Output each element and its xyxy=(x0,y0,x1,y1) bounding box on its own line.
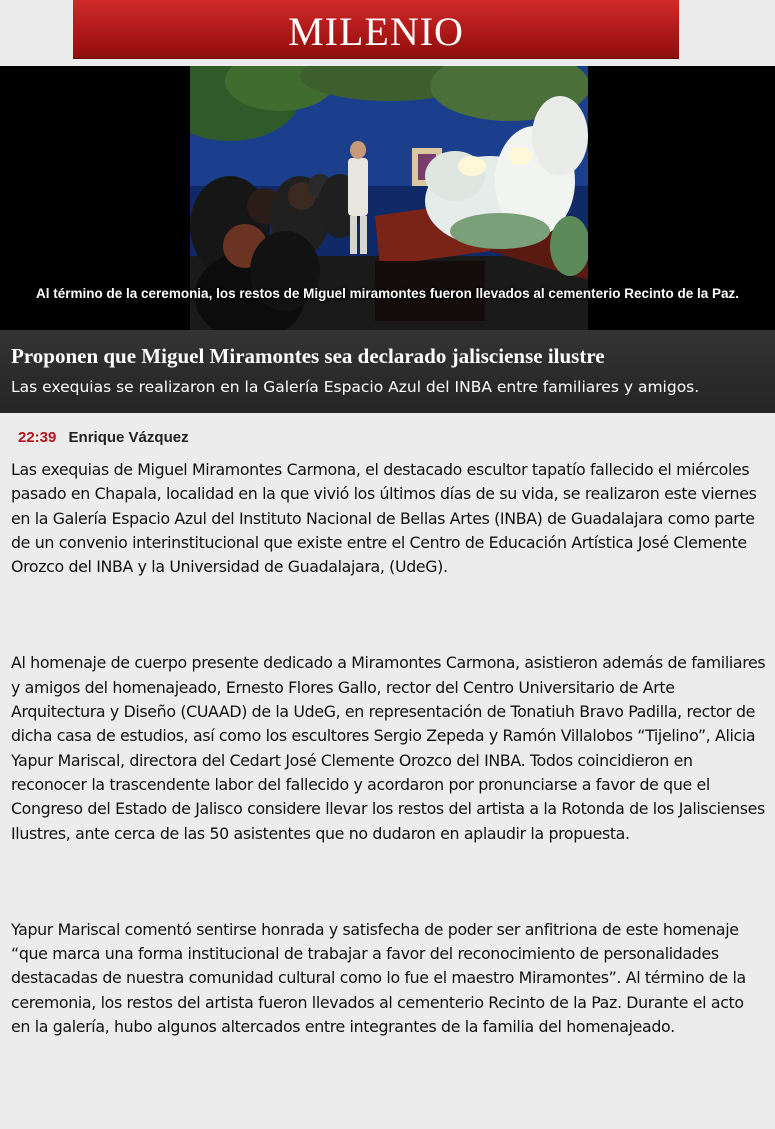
article-paragraph: Las exequias de Miguel Miramontes Carmona, el destacado escultor tapatío fallecido el miércoles pasado en Chapala, localidad en la que vivió los últimos días de su vida, se realizaron este viernes en la Galería Espacio Azul del Instituto Nacional de Bellas Artes (INBA) de Guadalajara como parte de un convenio interinstitucional que existe entre el Centro de Educación Artística José Clemente Orozco del INBA y la Universidad de Guadalajara, (UdeG). xyxy=(11,460,757,577)
article-subhead: Las exequias se realizaron en la Galería Espacio Azul del INBA entre familiares y amigos. xyxy=(11,378,700,396)
masthead xyxy=(0,0,775,66)
milenio-logo[interactable] xyxy=(73,0,679,59)
article-paragraph: Al homenaje de cuerpo presente dedicado a Miramontes Carmona, asistieron además de familiares y amigos del homenajeado, Ernesto Flores Gallo, rector del Centro Universitario de Arte Arquitectura y Diseño (CUAAD) de la UdeG, en representación de Tonatiuh Bravo Padilla, rector de dicha casa de estudios, así como los escultores Sergio Zepeda y Ramón Villalobos “Tijelino”, Alicia Yapur Mariscal, directora del Cedart José Clemente Orozco del INBA. Todos coincidieron en reconocer la trascendente labor del fallecido y acordaron por pronunciarse a favor de que el Congreso del Estado de Jalisco considere llevar los restos del artista a la Rotonda de los Jaliscienses Ilustres, ante cerca de las 50 asistentes que no dudaron en aplaudir la propuesta. xyxy=(11,653,766,843)
byline xyxy=(18,429,189,446)
article-body xyxy=(11,458,766,1039)
logo-text: MILENIO xyxy=(288,8,464,54)
headline-band xyxy=(0,330,775,413)
author-name[interactable]: Enrique Vázquez xyxy=(68,429,189,446)
article-headline: Proponen que Miguel Miramontes sea declarado jalisciense ilustre xyxy=(11,344,605,368)
photo-caption: Al término de la ceremonia, los restos de Miguel miramontes fueron llevados al cementerio Recinto de la Paz. xyxy=(36,286,739,301)
article-paragraph: Yapur Mariscal comentó sentirse honrada y satisfecha de poder ser anfitriona de este homenaje “que marca una forma institucional de trabajar a favor del reconocimiento de personalidades destacadas de nuestra comunidad cultural como lo fue el maestro Miramontes”. Al término de la ceremonia, los restos del artista fueron llevados al cementerio Recinto de la Paz. Durante el acto en la galería, hubo algunos altercados entre integrantes de la familia del homenajeado. xyxy=(11,919,746,1037)
publish-time: 22:39 xyxy=(18,429,57,446)
photo-area xyxy=(0,66,775,330)
